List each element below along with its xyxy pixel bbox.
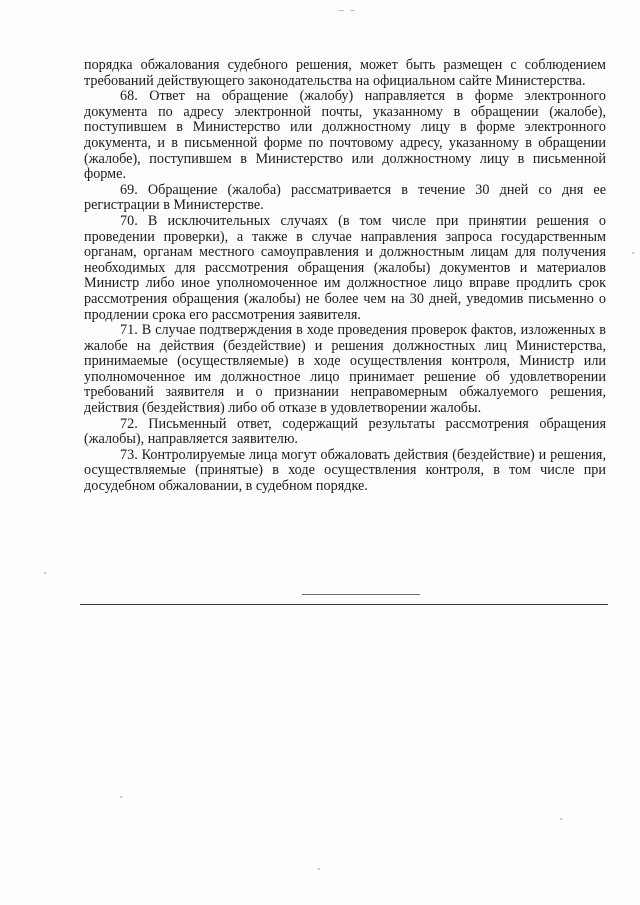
scan-speck: [44, 572, 46, 574]
scan-speck: [120, 796, 122, 798]
scan-speck: [318, 868, 320, 870]
paragraph-71: 71. В случае подтверждения в ходе проведения проверок фактов, изложенных в жалобе на действия (бездействие) и решения должностных лиц Министерства, принимаемые (осуществляемые) в ходе осуществления контроля, Министр или уполномоченное им должностное лицо принимает решение об удовлетворении требований заявителя и о признании неправомерным обжалуемого решения, действия (бездействия) либо об отказе в удовлетворении жалобы.: [84, 322, 606, 417]
end-rule-long: [80, 604, 608, 605]
end-rule-short: [302, 594, 420, 595]
paragraph-68: 68. Ответ на обращение (жалобу) направляется в форме электронного документа по адресу электронной почты, указанному в обращении (жалобе), поступившем в Министерство или должностному лицу в форме электронного документа, и в письменной форме по почтовому адресу, указанному в обращении (жалобе), поступившем в Министерство или должностному лицу в письменной форме.: [84, 88, 606, 183]
paragraph-72: 72. Письменный ответ, содержащий результаты рассмотрения обращения (жалобы), направляется заявителю.: [84, 415, 606, 448]
scan-speck: [560, 818, 562, 820]
paragraph-73: 73. Контролируемые лица могут обжаловать действия (бездействие) и решения, осуществляемые (принятые) в ходе осуществления контроля, в том числе при досудебном обжаловании, в судебном порядке.: [84, 446, 606, 495]
scan-mark: ~ ~: [338, 6, 357, 15]
paragraph-69: 69. Обращение (жалоба) рассматривается в течение 30 дней со дня ее регистрации в Министерстве.: [84, 181, 606, 214]
paragraph-70: 70. В исключительных случаях (в том числе при принятии решения о проведении проверки), а также в случае направления запроса государственным органам, органам местного самоуправления и должностным лицам для получения необходимых для рассмотрения обращения (жалобы) документов и материалов Министр либо иное уполномоченное им должностное лицо вправе продлить срок рассмотрения обращения (жалобы) не более чем на 30 дней, уведомив письменно о продлении срока его рассмотрения заявителя.: [84, 212, 606, 323]
document-body: [84, 58, 606, 495]
scan-speck: [632, 252, 634, 254]
paragraph-continuation: порядка обжалования судебного решения, может быть размещен с соблюдением требований действующего законодательства на официальном сайте Министерства.: [84, 57, 606, 89]
